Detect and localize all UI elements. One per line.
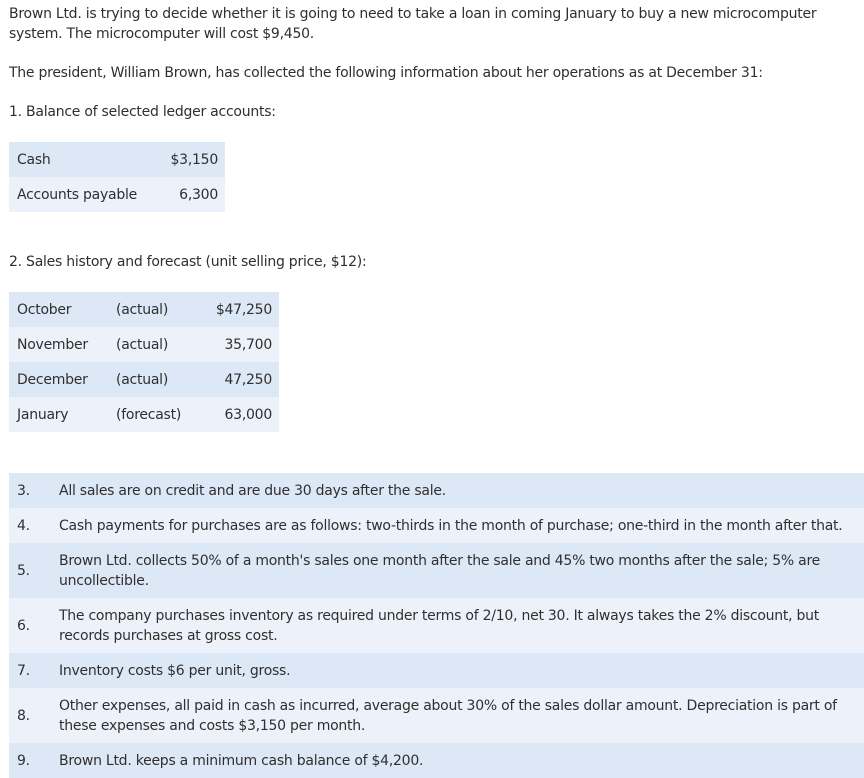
note-text: Other expenses, all paid in cash as incurred, average about 30% of the sales dollar amount. Depreciation is part of these expenses and costs $3,150 per month. (59, 697, 837, 734)
note-text: Brown Ltd. keeps a minimum cash balance of $4,200. (59, 752, 424, 769)
list-item (9, 508, 864, 543)
sales-type: (actual) (108, 362, 202, 397)
sales-amount: 35,700 (202, 327, 279, 362)
note-number: 8. (17, 707, 30, 724)
ledger-account-label: Accounts payable (9, 177, 144, 212)
list-item (9, 543, 864, 598)
ledger-account-balance: 6,300 (144, 177, 225, 212)
ledger-heading: 1. Balance of selected ledger accounts: (9, 104, 276, 120)
sales-amount: 63,000 (202, 397, 279, 432)
sales-amount: 47,250 (202, 362, 279, 397)
table-row (9, 142, 225, 177)
sales-amount: $47,250 (202, 292, 279, 327)
table-row (9, 177, 225, 212)
sales-table (9, 292, 279, 432)
sales-month: November (9, 327, 108, 362)
note-number: 9. (17, 752, 30, 769)
ledger-table (9, 142, 225, 212)
note-number: 3. (17, 482, 30, 499)
ledger-account-label: Cash (9, 142, 144, 177)
list-item (9, 653, 864, 688)
note-number: 5. (17, 562, 30, 579)
list-item (9, 688, 864, 743)
note-text: All sales are on credit and are due 30 days after the sale. (59, 482, 446, 499)
note-number: 7. (17, 662, 30, 679)
table-row (9, 292, 279, 327)
list-item (9, 598, 864, 653)
list-item (9, 473, 864, 508)
ledger-account-balance: $3,150 (144, 142, 225, 177)
intro-paragraph: Brown Ltd. is trying to decide whether it is going to need to take a loan in coming January to buy a new microcomputer system. The microcomputer will cost $9,450. (9, 6, 817, 42)
table-row (9, 397, 279, 432)
note-text: Cash payments for purchases are as follows: two-thirds in the month of purchase; one-third in the month after that. (59, 517, 843, 534)
note-text: Brown Ltd. collects 50% of a month's sales one month after the sale and 45% two months after the sale; 5% are uncollectible. (59, 552, 821, 589)
sales-type: (actual) (108, 292, 202, 327)
table-row (9, 327, 279, 362)
president-paragraph: The president, William Brown, has collected the following information about her operations as at December 31: (9, 65, 763, 81)
sales-type: (forecast) (108, 397, 202, 432)
note-number: 4. (17, 517, 30, 534)
note-number: 6. (17, 617, 30, 634)
sales-month: December (9, 362, 108, 397)
list-item (9, 743, 864, 778)
note-text: The company purchases inventory as required under terms of 2/10, net 30. It always takes the 2% discount, but records purchases at gross cost. (59, 607, 820, 644)
note-text: Inventory costs $6 per unit, gross. (59, 662, 291, 679)
sales-month: January (9, 397, 108, 432)
sales-month: October (9, 292, 108, 327)
sales-heading: 2. Sales history and forecast (unit selling price, $12): (9, 254, 367, 270)
notes-list (9, 473, 864, 778)
sales-type: (actual) (108, 327, 202, 362)
table-row (9, 362, 279, 397)
